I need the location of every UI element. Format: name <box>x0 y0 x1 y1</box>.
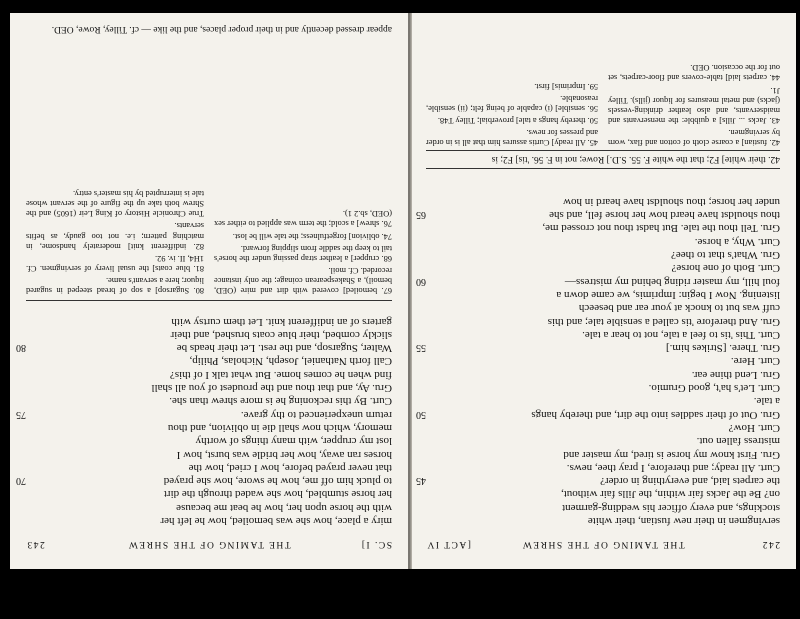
dialogue-line <box>16 407 392 421</box>
footnote: 43. Jacks ... Jills] a quibble: the menservants and maidservants, and also leather drinking-vessels (jacks) and metal measures for liquor (jills). Tilley J1. <box>608 85 780 125</box>
footnote: 50. thereby hangs a tale] proverbial; Tilley T48. <box>437 115 598 125</box>
left-dialogue-block <box>416 195 780 527</box>
line-number: 50 <box>416 408 426 420</box>
dialogue-line <box>44 447 392 460</box>
line-text: foul hill, my master riding behind my mistress— <box>564 275 780 288</box>
dialogue-line <box>444 234 780 247</box>
dialogue-line <box>444 288 780 301</box>
footnote: 74. oblivion] forgetfulness; the tale will be lost. <box>232 231 392 241</box>
act-label: [ACT IV <box>426 539 471 549</box>
line-text: Gru. Ay, and that thou and the proudest of you all shall <box>151 382 392 395</box>
dialogue-line <box>444 461 780 474</box>
left-collation-rule <box>426 150 780 151</box>
line-text: to pluck him off me, how he swore, how she prayed <box>163 475 392 488</box>
line-text: Gru. First know my horse is tired, my master and <box>563 448 780 461</box>
dialogue-line <box>44 461 392 474</box>
left-notes-rule <box>426 168 780 169</box>
line-text: Walter, Sugarsop, and the rest. Let their heads be <box>176 342 392 355</box>
line-number: 55 <box>416 342 426 354</box>
line-text: garters of an indifferent knit. Let them curtsy with <box>171 315 392 328</box>
footnote: 67. bemoiled] covered with dirt and mire (OED, bemoil), a Shakespearean coinage; the only instance recorded. Cf. moil. <box>214 265 392 295</box>
line-number: 45 <box>416 475 426 487</box>
dialogue-line <box>416 208 780 222</box>
line-text: Curt. How? <box>728 421 780 434</box>
dialogue-line <box>444 514 780 527</box>
line-text: miry a place, how she was bemoiled, how he left her <box>160 515 392 527</box>
left-page <box>410 13 796 569</box>
footnote: True Chronicle History of King Leir (1605) and the Shrew both take up the figure of the servant whose tale is interrupted by his master's entry. <box>26 189 204 219</box>
line-text: stockings, and every officer his wedding-garment <box>562 501 780 514</box>
dialogue-line <box>444 447 780 460</box>
line-text: mistress fallen out. <box>696 435 780 448</box>
line-text: cuff was but to knock at your ear and beseech <box>578 302 780 315</box>
left-running-title: THE TAMING OF THE SHREW <box>521 539 685 549</box>
line-text: Call forth Nathaniel, Joseph, Nicholas, Philip, <box>189 355 392 368</box>
dialogue-line <box>44 514 392 527</box>
line-text: with the horse upon her, how he beat me because <box>176 501 392 514</box>
dialogue-line <box>44 367 392 380</box>
dialogue-line <box>444 195 780 208</box>
line-text: slickly combed, their blue coats brushed, and their <box>170 328 392 341</box>
line-text: memory, which now shall die in oblivion, and thou <box>167 421 392 434</box>
line-text: Gru. And therefore 'tis called a sensible tale; and this <box>547 315 780 328</box>
right-footnotes <box>26 39 392 295</box>
dialogue-line <box>16 474 392 488</box>
line-number: 60 <box>416 275 426 287</box>
dialogue-line <box>444 434 780 447</box>
line-text: Gru. Out of their saddles into the dirt, and thereby hangs <box>531 408 780 421</box>
line-text: Curt. Why, a horse. <box>694 235 780 248</box>
line-text: servingmen in their new fustian, their white <box>587 515 780 527</box>
dialogue-line <box>44 328 392 341</box>
dialogue-line <box>444 487 780 500</box>
dialogue-line <box>44 314 392 327</box>
dialogue-line <box>444 354 780 367</box>
footnote: 82. indifferent knit] moderately handsome, in matching pattern; i.e. not too gaudy, as befits servants. <box>26 221 204 251</box>
dialogue-line <box>444 394 780 407</box>
dialogue-line <box>444 314 780 327</box>
dialogue-line <box>444 421 780 434</box>
line-text: find when he comes home. But what talk I of this? <box>169 368 392 381</box>
footnote: 81. blue coats] the usual livery of servingmen. Cf. 1H4, II. iv. 92. <box>26 253 204 273</box>
right-notes-rule <box>26 300 392 301</box>
dialogue-line <box>44 434 392 447</box>
dialogue-line <box>16 341 392 355</box>
line-text: on? Be the Jacks fair within, the Jills fair without, <box>560 488 780 501</box>
line-text: under her horse; thou shouldst have heard in how <box>563 195 780 208</box>
dialogue-line <box>44 394 392 407</box>
line-number: 65 <box>416 209 426 221</box>
footnote: 80. Sugarsop] a sop of bread steeped in sugared liquor; here a servant's name. <box>26 275 204 295</box>
dialogue-line <box>444 261 780 274</box>
right-page-number: 243 <box>26 539 45 549</box>
left-page-number: 242 <box>761 539 780 549</box>
line-text: Curt. By this reckoning he is more shrew than she. <box>169 395 392 408</box>
line-text: Gru. What's that to thee? <box>671 249 780 262</box>
dialogue-line <box>44 381 392 394</box>
line-text: lost my crupper, with many things of worthy <box>195 435 392 448</box>
line-number: 70 <box>16 475 26 487</box>
line-number: 75 <box>16 408 26 420</box>
line-text: Curt. Here. <box>730 355 780 368</box>
footnote: 42. fustian] a coarse cloth of cotton and flax, worn by servingmen. <box>608 127 780 147</box>
dialogue-line <box>444 328 780 341</box>
footnote: 68. crupper] a leather strap passing under the horse's tail to keep the saddle from slipping forward. <box>214 243 392 263</box>
line-text: Gru. There. [Strikes him.] <box>665 342 780 355</box>
line-text: Curt. Let's ha't, good Grumio. <box>648 382 780 395</box>
line-text: Gru. Tell thou the tale. But hadst thou not crossed me, <box>542 222 780 235</box>
dialogue-line <box>444 500 780 513</box>
left-running-head <box>426 535 780 549</box>
right-page <box>10 13 408 569</box>
right-running-head <box>26 535 392 549</box>
line-text: Gru. Lend thine ear. <box>691 368 780 381</box>
scene-label: SC. I] <box>360 539 392 549</box>
dialogue-line <box>444 221 780 234</box>
right-running-title: THE TAMING OF THE SHREW <box>127 539 291 549</box>
dialogue-line <box>44 354 392 367</box>
footnote: 44. carpets laid] table-covers and floor-carpets, set out for the occasion. OED. <box>608 63 780 83</box>
right-dialogue-block <box>16 314 392 527</box>
left-footnotes <box>426 19 780 147</box>
line-number: 80 <box>16 342 26 354</box>
line-text: return unexperienced to thy grave. <box>240 408 392 421</box>
line-text: Curt. This 'tis to feel a tale, not to hear a tale. <box>582 328 780 341</box>
dialogue-line <box>44 487 392 500</box>
line-text: thou shouldst have heard how her horse fell, and she <box>549 209 780 222</box>
dialogue-line <box>416 407 780 421</box>
dialogue-line <box>44 421 392 434</box>
dialogue-line <box>444 248 780 261</box>
line-text: Curt. All ready; and therefore, I pray thee, news. <box>566 461 780 474</box>
dialogue-line <box>416 274 780 288</box>
footnote: 45. All ready] Curtis assures him that all is in order and presses for news. <box>426 127 598 147</box>
line-text: Curt. Both of one horse? <box>671 262 780 275</box>
dialogue-line <box>444 367 780 380</box>
dialogue-line <box>416 341 780 355</box>
dialogue-line <box>416 474 780 488</box>
line-text: her horse stumbled, how she waded through the dirt <box>163 488 392 501</box>
line-text: listening. Now I begin: Imprimis, we came down a <box>556 288 780 301</box>
dialogue-line <box>444 301 780 314</box>
footnote: 76. shrew] a scold; the term was applied to either sex (OED, sb.2 1). <box>214 209 392 229</box>
line-text: horses ran away, how her bridle was burst, how I <box>176 448 392 461</box>
line-text: the carpets laid, and everything in order? <box>600 475 780 488</box>
dialogue-line <box>44 500 392 513</box>
footnote: 56. sensible] (i) capable of being felt; (ii) sensible, reasonable. <box>426 93 598 113</box>
dialogue-line <box>444 381 780 394</box>
right-bottom-caption: appear dressed decently and in their proper places, and the like — cf. Tilley, Rowe, OED. <box>51 24 392 34</box>
line-text: a tale. <box>753 395 780 408</box>
left-collation-line: 42. their white] F2; that the white F. 55. S.D.] Rowe; not in F. 56. 'tis] F2; is <box>491 154 780 164</box>
line-text: that never prayed before, how I cried, how the <box>188 461 392 474</box>
footnote: 59. Imprimis] first. <box>534 81 598 91</box>
